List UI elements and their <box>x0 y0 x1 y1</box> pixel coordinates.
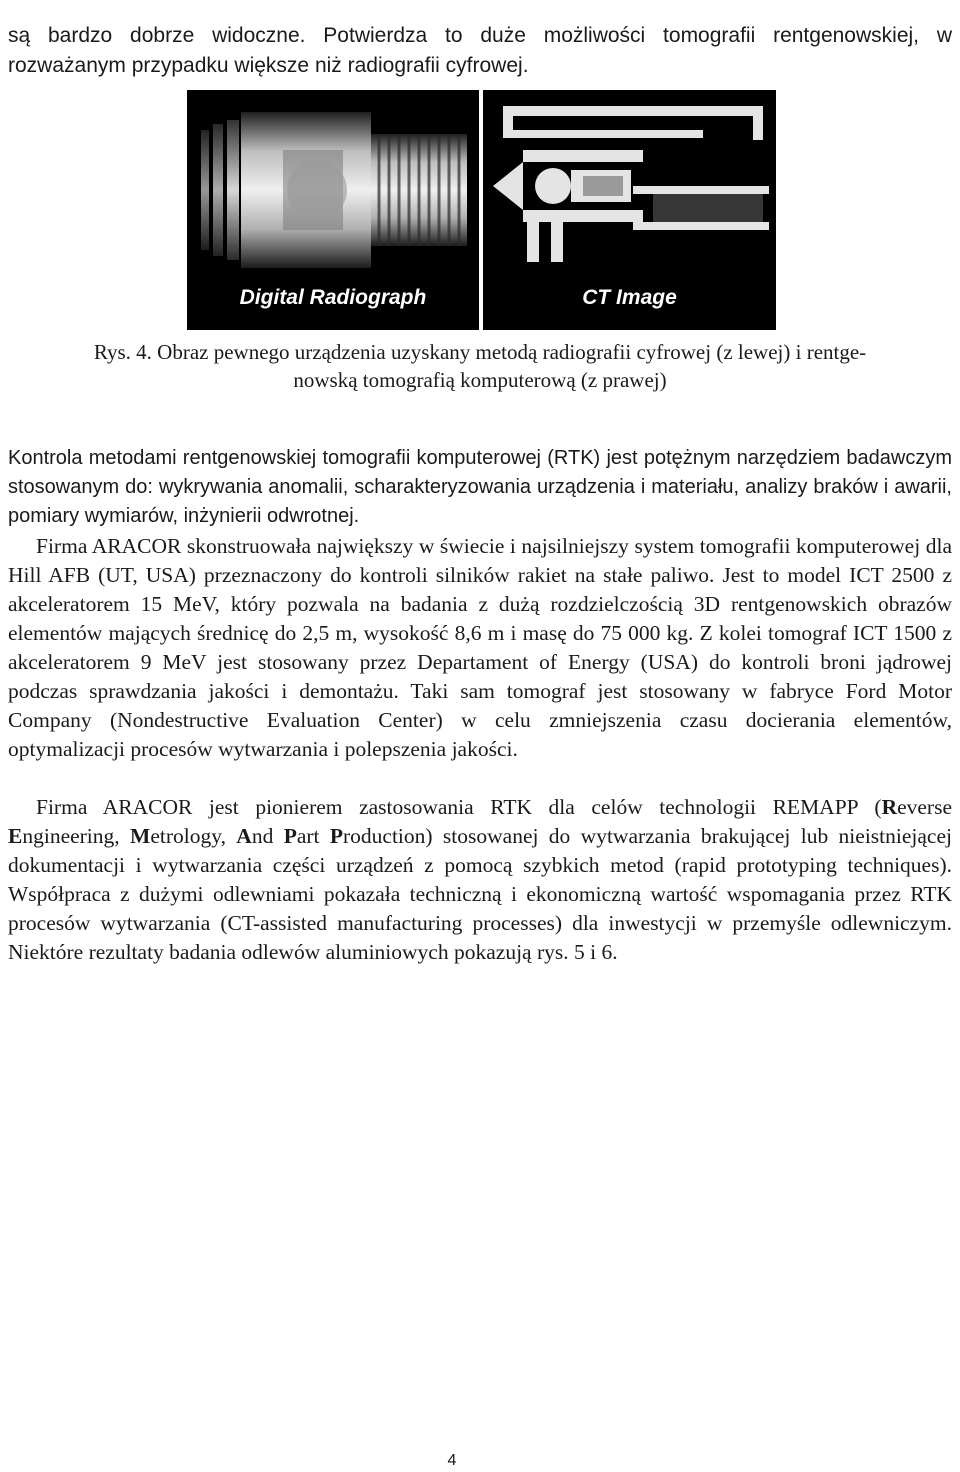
caption-line-2: nowską tomografią komputerową (z prawej) <box>293 368 667 392</box>
ct-image-label: CT Image <box>582 286 677 309</box>
top-paragraph: są bardzo dobrze widoczne. Potwierdza to duże możliwości tomografii rentgenowskiej, w rozważanym przypadku większe niż radiografii cyfrowej. <box>8 24 952 77</box>
page-number: 4 <box>447 1452 457 1469</box>
p2-everse: everse <box>897 794 952 819</box>
digital-radiograph-label: Digital Radiograph <box>239 286 427 309</box>
p2-bold-r: R <box>881 794 898 819</box>
p2-part-2: ) stosowanej do wytwarzania brakującej lub nieistniejącej dokumentacji i wytwarzania części urządzeń z pomocą szybkich metod (rapid prototyping techniques). Współpraca z dużymi odlewniami pokazała techniczną i ekonomiczną wartość wspomagania przez RTK procesów wytwarzania (CT-assisted manufacturing processes) dla inwestycji w przemyśle odlewniczym. Niektóre rezultaty badania odlewów aluminiowych pokazują rys. 5 i 6. <box>8 823 952 964</box>
p2-bold-p2: P <box>329 823 343 848</box>
p2-ngineering: ngineering, <box>22 823 131 848</box>
p2-part-1: Firma ARACOR jest pionierem zastosowania RTK dla celów technologii REMAPP ( <box>36 794 882 819</box>
p2-etrology: etrology, <box>150 823 237 848</box>
p2-bold-e: E <box>8 823 23 848</box>
p2-art: art <box>296 823 330 848</box>
paragraph-aracor-2 <box>8 793 952 967</box>
caption-line-1: Rys. 4. Obraz pewnego urządzenia uzyskany metodą radiografii cyfrowej (z lewej) i rentge- <box>93 340 867 364</box>
p2-bold-a: A <box>236 823 252 848</box>
p2-roduction: roduction <box>343 823 426 848</box>
paragraph-rtk: Kontrola metodami rentgenowskiej tomografii komputerowej (RTK) jest potężnym narzędziem badawczym stosowanym do: wykrywania anomalii, scharakteryzowania urządzenia i materiału, analizy braków i awarii, pomiary wymiarów, inżynierii odwrotnej. <box>8 447 952 527</box>
digital-radiograph-panel <box>187 90 479 330</box>
ct-image-panel <box>483 90 776 330</box>
p2-nd: nd <box>251 823 284 848</box>
p2-bold-p1: P <box>283 823 297 848</box>
p2-bold-m: M <box>130 823 151 848</box>
figure-caption <box>8 338 952 394</box>
figure-4 <box>187 90 776 330</box>
paragraph-aracor-1: Firma ARACOR skonstruowała największy w świecie i najsilniejszy system tomografii komputerowej dla Hill AFB (UT, USA) przeznaczony do kontroli silników rakiet na stałe paliwo. Jest to model ICT 2500 z akceleratorem 15 MeV, który pozwala na badania z dużą rozdzielczością 3D rentgenowskich obrazów elementów mających średnicę do 2,5 m, wysokość 8,6 m i masę do 75 000 kg. Z kolei tomograf ICT 1500 z akceleratorem 9 MeV jest stosowany przez Departament of Energy (USA) do kontroli broni jądrowej podczas sprawdzania jakości i demontażu. Taki sam tomograf jest stosowany w fabryce Ford Motor Company (Nondestructive Evaluation Center) w celu zmniejszenia czasu docierania elementów, optymalizacji procesów wytwarzania i polepszenia jakości. <box>8 533 952 761</box>
